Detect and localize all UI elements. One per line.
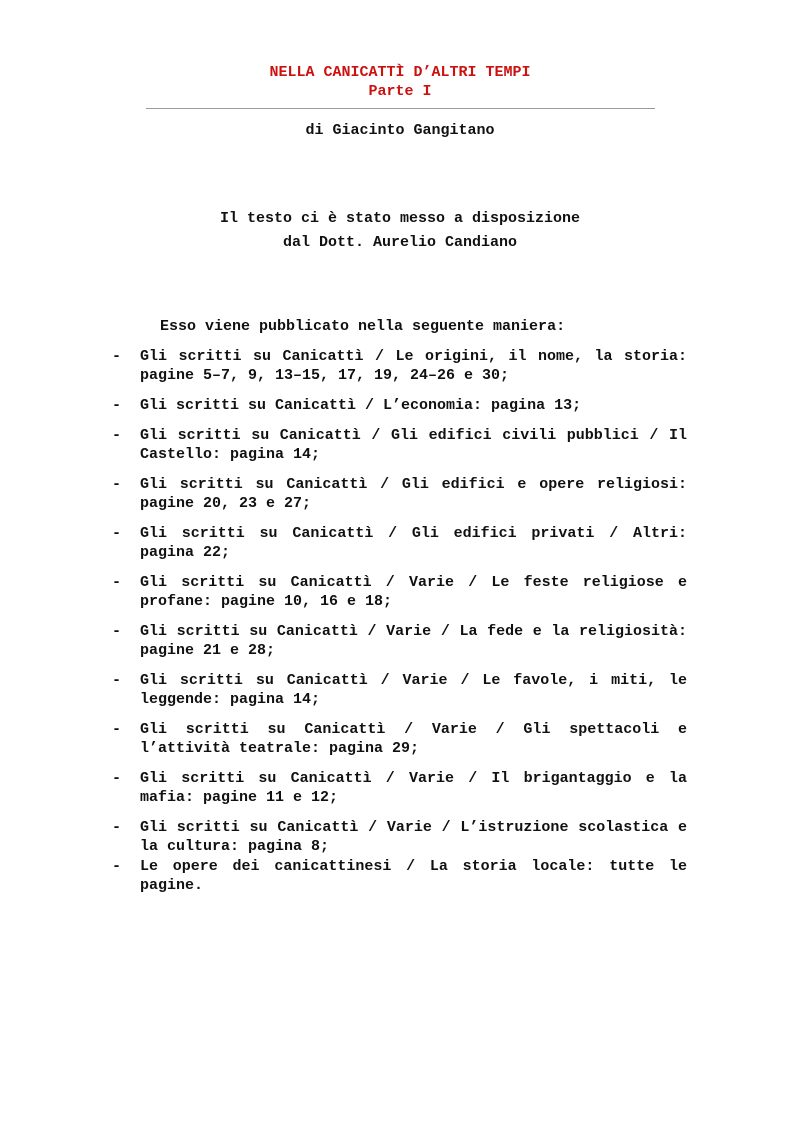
list-item (112, 769, 687, 807)
title-divider (146, 108, 655, 109)
bullet-dash: - (112, 672, 122, 689)
list-item (112, 818, 687, 856)
list-item-text: Gli scritti su Canicattì / Varie / Gli spettacoli e l’attività teatrale: pagina 29; (140, 721, 687, 757)
list-item-text: Gli scritti su Canicattì / Gli edifici privati / Altri: pagina 22; (140, 525, 687, 561)
author-line: di Giacinto Gangitano (305, 122, 495, 139)
bullet-dash: - (112, 476, 122, 493)
bullet-dash: - (112, 721, 122, 738)
list-item-text: Gli scritti su Canicattì / Gli edifici civili pubblici / Il Castello: pagina 14; (140, 427, 687, 463)
list-item (112, 857, 687, 895)
credit-block (0, 207, 800, 255)
bullet-dash: - (112, 819, 122, 836)
bullet-dash: - (112, 348, 122, 365)
bullet-dash: - (112, 858, 122, 875)
bullet-dash: - (112, 427, 122, 444)
list-item (112, 396, 687, 415)
list-item (112, 524, 687, 562)
list-item (112, 720, 687, 758)
contents-list (112, 347, 687, 906)
list-item-text: Gli scritti su Canicattì / Varie / Il brigantaggio e la mafia: pagine 11 e 12; (140, 770, 687, 806)
bullet-dash: - (112, 397, 122, 414)
bullet-dash: - (112, 574, 122, 591)
list-item-text: Le opere dei canicattinesi / La storia locale: tutte le pagine. (140, 858, 687, 894)
document-subtitle: Parte I (368, 83, 432, 100)
list-item-text: Gli scritti su Canicattì / Varie / L’istruzione scolastica e la cultura: pagina 8; (140, 819, 687, 855)
bullet-dash: - (112, 623, 122, 640)
list-item-text: Gli scritti su Canicattì / Le origini, il nome, la storia: pagine 5–7, 9, 13–15, 17, 19, 24–26 e 30; (140, 348, 687, 384)
list-item (112, 347, 687, 385)
list-item (112, 426, 687, 464)
bullet-dash: - (112, 525, 122, 542)
credit-line-1: Il testo ci è stato messo a disposizione (219, 210, 581, 227)
list-item (112, 622, 687, 660)
intro-text: Esso viene pubblicato nella seguente maniera: (160, 318, 566, 335)
list-item-text: Gli scritti su Canicattì / Varie / Le feste religiose e profane: pagine 10, 16 e 18; (140, 574, 687, 610)
list-item-text: Gli scritti su Canicattì / Gli edifici e opere religiosi: pagine 20, 23 e 27; (140, 476, 687, 512)
list-item-text: Gli scritti su Canicattì / Varie / Le favole, i miti, le leggende: pagina 14; (140, 672, 687, 708)
document-title: NELLA CANICATTÌ D’ALTRI TEMPI (269, 64, 531, 81)
bullet-dash: - (112, 770, 122, 787)
credit-line-2: dal Dott. Aurelio Candiano (282, 234, 518, 251)
list-item (112, 671, 687, 709)
list-item-text: Gli scritti su Canicattì / Varie / La fede e la religiosità: pagine 21 e 28; (140, 623, 687, 659)
list-item (112, 475, 687, 513)
list-item-text: Gli scritti su Canicattì / L’economia: pagina 13; (140, 397, 582, 414)
list-item (112, 573, 687, 611)
